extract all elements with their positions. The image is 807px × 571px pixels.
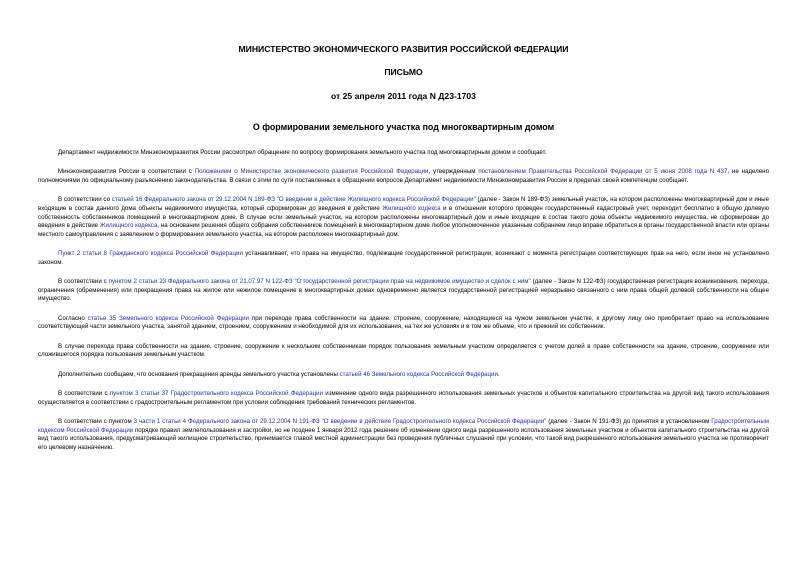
- paragraph-text: устанавливает, что права на имущество, подлежащие государственной регистрации, возникают с момента регистрации соответствующих прав на него, если иное не установлено законом.: [38, 250, 769, 266]
- paragraph-7: [38, 343, 769, 360]
- paragraph-text: В соответствии с пунктом: [58, 418, 134, 426]
- date-and-number: от 25 апреля 2011 года N Д23-1703: [331, 91, 476, 101]
- document-type: ПИСЬМО: [384, 67, 423, 77]
- paragraph-text: Департамент недвижимости Минэкономразвития России рассмотрел обращение по вопросу формирования земельного участка под многоквартирным домом и сообщает.: [58, 149, 547, 156]
- ministry-heading: МИНИСТЕРСТВО ЭКОНОМИЧЕСКОГО РАЗВИТИЯ РОССИЙСКОЙ ФЕДЕРАЦИИ: [238, 44, 569, 54]
- paragraph-text: В соответствии с: [58, 390, 110, 398]
- paragraph-text: и в отношении которого проведен государственный кадастровый учет, переходит бесплатно в общую долевую собственность собственников помещений в многоквартирном доме. В случае если земельный участок, на котором расположены многоквартирный дом и иные входящие в состав такого дома объекты недвижимого имущества, не сформирован до введения в действие: [38, 204, 769, 230]
- paragraph-text: В соответствии с: [58, 278, 109, 286]
- paragraph-text: (далее - Закон N 191-ФЗ) до принятия в установленном: [546, 418, 712, 426]
- paragraph-text: изменение одного вида разрешенного использования земельных участков и объектов капитального строительства на другой вид такого использования осуществляется в соответствии с градостроительным регламентом при условии соблюдения требований технических регламентов.: [38, 390, 769, 406]
- letter-subject: О формировании земельного участка под многоквартирным домом: [252, 122, 555, 132]
- document-link[interactable]: статье 35 Земельного кодекса Российской Федерации: [87, 314, 249, 322]
- paragraph-text: , на основании решения общего собрания собственников помещений в многоквартирном доме любое уполномоченное указанным собранием лицо вправе обратиться в органы государственной власти или органы местного самоуправления с заявлением о формировании земельного участка, на котором расположен многоквартирный дом.: [38, 222, 770, 238]
- letter-body: [38, 149, 769, 452]
- paragraph-2: [38, 168, 769, 185]
- paragraph-4: [38, 250, 769, 267]
- paragraph-6: [38, 315, 769, 332]
- document-link[interactable]: Градостроительным кодексом Российской Федерации: [38, 418, 769, 434]
- paragraph-8: [38, 371, 769, 380]
- paragraph-5: [38, 278, 769, 304]
- paragraph-text: при переходе права собственности на здание, строение, сооружение, находящиеся на чужом земельном участке, к другому лицу оно приобретает право на использование соответствующей части земельного участка, занятой зданием, строением, сооружением и необходимой для их использования, на тех же условиях и в том же объеме, что и прежний их собственник.: [38, 314, 769, 331]
- document-link[interactable]: пунктом 2 статьи 23 Федерального закона от 21.07.97 N 122-ФЗ "О государственной регистрации прав на недвижимое имущество и сделок с ним": [108, 278, 531, 286]
- paragraph-text: порядке правил землепользования и застройки, но не позднее 1 января 2012 года решение об изменении одного вида разрешенного использования земельных участков и объектов капитального строительства на другой вид такого использования, предусматривающий жилищное строительство, принимается главой местной администрации без проведения публичных слушаний при условии, что такой вид разрешенного использования земельного участка не противоречит его целевому назначению.: [38, 426, 770, 451]
- document-link[interactable]: Жилищного кодекса: [99, 222, 158, 230]
- paragraph-text: Согласно: [58, 314, 88, 322]
- paragraph-text: В случае перехода права собственности на здание, строение, сооружение к нескольким собственникам порядок пользования земельным участком определяется с учетом долей в праве собственности на здание, строение, сооружение или сложившегося порядка пользования земельным участком.: [38, 342, 769, 359]
- paragraph-text: В соответствии со: [58, 196, 112, 204]
- document-link[interactable]: 3 части 1 статьи 4 Федерального закона от 29.12.2004 N 191-ФЗ "О введении в действие Градостроительного кодекса Российской Федерации": [133, 418, 547, 426]
- paragraph-text: Минэкономразвития России в соответствии с: [58, 168, 195, 176]
- document-link[interactable]: Пункт 2 статьи 8 Гражданского кодекса Российской Федерации: [58, 250, 243, 258]
- document-link[interactable]: Жилищного кодекса: [382, 204, 441, 212]
- document-link[interactable]: постановлением Правительства Российской Федерации от 5 июня 2008 года N 437: [478, 168, 728, 176]
- document-link[interactable]: статьей 46 Земельного кодекса Российской Федерации: [339, 370, 498, 378]
- paragraph-text: .: [497, 370, 500, 378]
- paragraph-text: Дополнительно сообщаем, что основания прекращения аренды земельного участка установлены: [58, 370, 340, 378]
- document-link[interactable]: статьей 16 Федерального закона от 29.12.2004 N 189-ФЗ "О введении в действие Жилищного кодекса Российской Федерации": [111, 196, 476, 204]
- paragraph-text: (далее - Закон N 189-ФЗ) земельный участок, на котором расположены многоквартирный дом и иные входящие в состав данного дома объекты недвижимого имущества, который сформирован до введения в действие: [38, 196, 769, 212]
- paragraph-text: (далее - Закон N 122-ФЗ) государственная регистрация возникновения, перехода, ограничения (обременения) или прекращения права на жилое или нежилое помещение в многоквартирных домах одновременно является государственной регистрацией неразрывно связанного с ним права общей долевой собственности на общее имущество.: [38, 278, 770, 303]
- paragraph-10: [38, 418, 769, 452]
- paragraph-text: , утвержденным: [428, 168, 479, 176]
- paragraph-9: [38, 390, 769, 407]
- paragraph-1: [38, 149, 769, 158]
- document-link[interactable]: пунктом 3 статьи 37 Градостроительного кодекса Российской Федерации: [109, 390, 323, 398]
- paragraph-3: [38, 196, 769, 239]
- paragraph-text: , не наделено полномочиями по официальному разъяснению законодательства. В связи с этим по сути поставленных в обращении вопросов Департамент недвижимости Минэкономразвития России в пределах своей компетенции сообщает.: [38, 168, 769, 184]
- document-link[interactable]: Положением о Министерстве экономического развития Российской Федерации: [194, 168, 429, 176]
